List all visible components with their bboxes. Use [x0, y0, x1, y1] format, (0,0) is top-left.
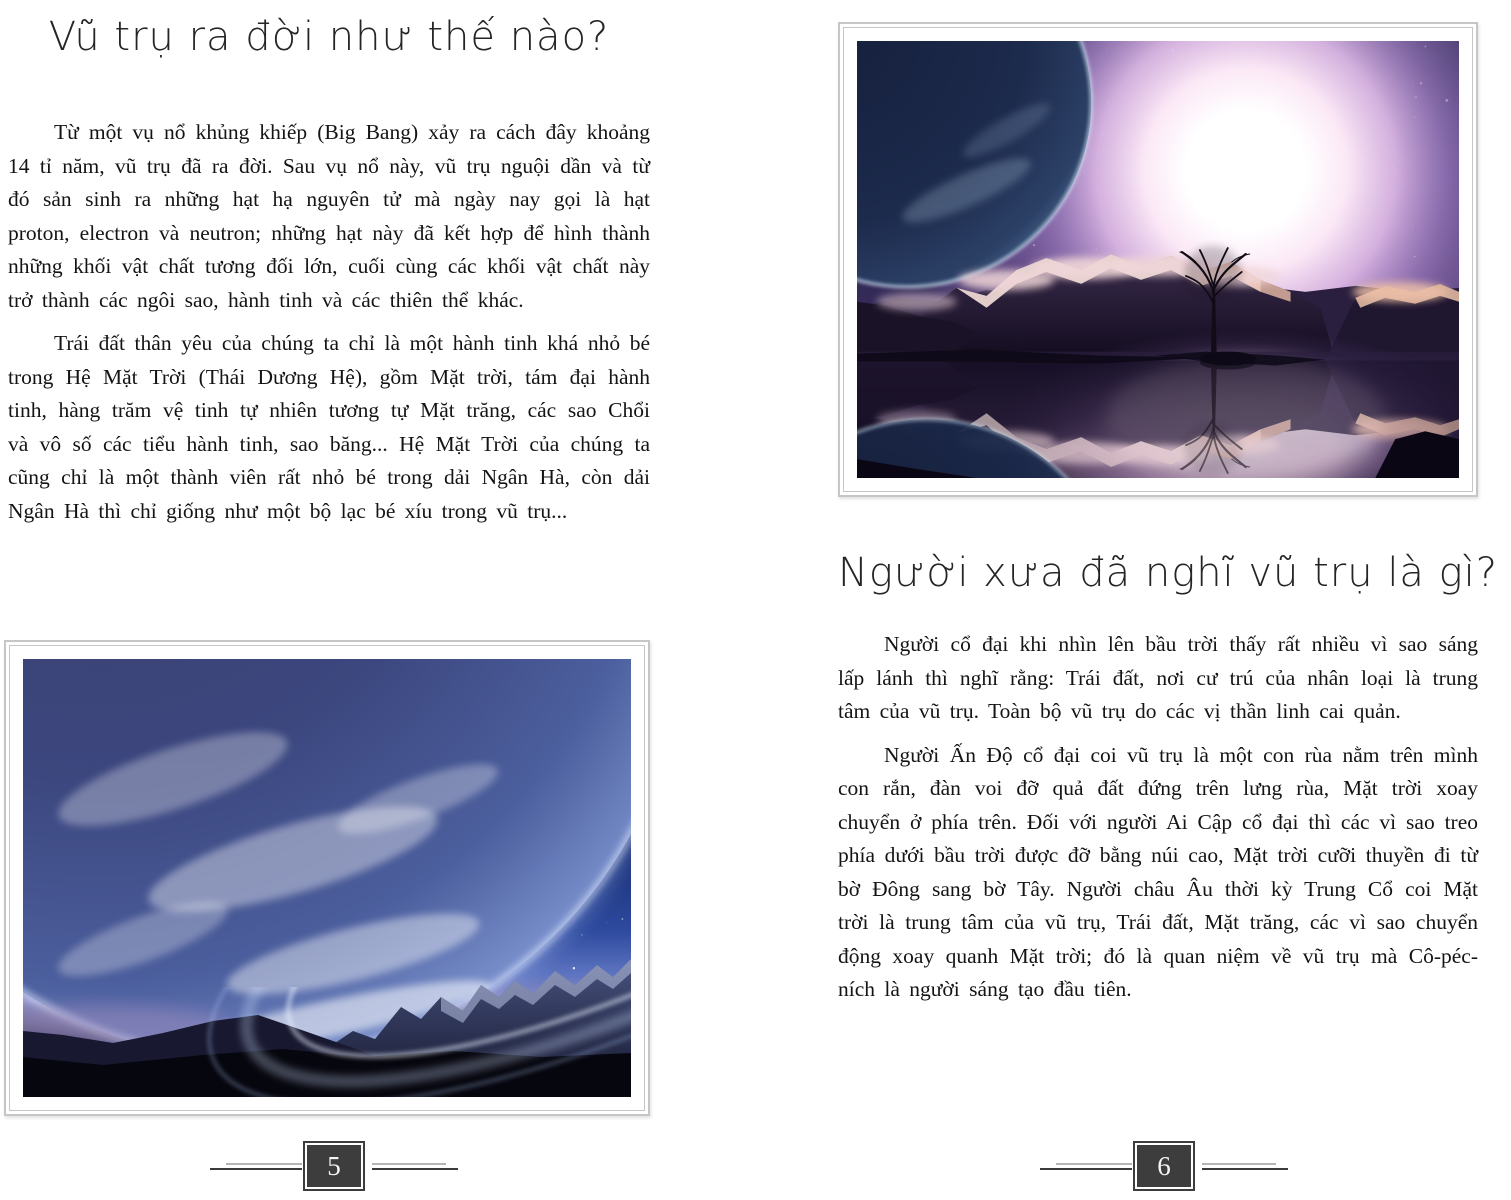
page-number-box — [1133, 1141, 1195, 1191]
right-page-title: Người xưa đã nghĩ vũ trụ là gì? — [838, 550, 1499, 596]
left-page-body — [8, 116, 650, 538]
divider-line — [226, 1163, 302, 1165]
paragraph: Người Ấn Độ cổ đại coi vũ trụ là một con rùa nằm trên mình con rắn, đàn voi đỡ quả đất đứng trên lưng rùa, Mặt trời xoay chuyển ở phía trên. Đối với người Ai Cập cổ đại thì các vì sao treo phía dưới bầu trời được đỡ bằng núi cao, Mặt trời cưỡi thuyền đi từ bờ Đông sang bờ Tây. Người châu Âu thời kỳ Trung Cổ coi Mặt trời là trung tâm của vũ trụ, Trái đất, Mặt trăng, các vì sao chuyển động xoay quanh Mặt trời; đó là quan niệm về vũ trụ mà Cô-péc-ních là người sáng tạo đầu tiên. — [838, 742, 1478, 1001]
page-number: 5 — [307, 1145, 361, 1187]
divider-line — [1056, 1163, 1132, 1165]
right-page-body — [838, 628, 1478, 1017]
right-page-number-emblem — [1040, 1141, 1288, 1195]
page-number: 6 — [1137, 1145, 1191, 1187]
left-photo-frame — [4, 640, 650, 1116]
divider-line — [210, 1168, 302, 1170]
divider-line — [372, 1168, 458, 1170]
paragraph: Người cổ đại khi nhìn lên bầu trời thấy rất nhiều vì sao sáng lấp lánh thì nghĩ rằng: Trái đất, nơi cư trú của nhân loại là trung tâm của vũ trụ. Toàn bộ vũ trụ do các vị thần linh cai quản. — [838, 632, 1478, 723]
divider-line — [372, 1163, 446, 1165]
paragraph: Từ một vụ nổ khủng khiếp (Big Bang) xảy ra cách đây khoảng 14 tỉ năm, vũ trụ đã ra đời. Sau vụ nổ này, vũ trụ nguội dần và từ đó sản sinh ra những hạt hạ nguyên tử mà ngày nay gọi là hạt proton, electron và neutron; những hạt này đã kết hợp để hình thành những khối vật chất tương đối lớn, cuối cùng các khối vật chất này trở thành các ngôi sao, hành tinh và các thiên thể khác. — [8, 120, 650, 312]
divider-line — [1202, 1163, 1276, 1165]
paragraph: Trái đất thân yêu của chúng ta chỉ là một hành tinh khá nhỏ bé trong Hệ Mặt Trời (Thái Dương Hệ), gồm Mặt trời, tám đại hành tinh, hàng trăm vệ tinh tự nhiên tương tự Mặt trăng, các sao Chổi và vô số các tiểu hành tinh, sao băng... Hệ Mặt Trời của chúng ta cũng chỉ là một thành viên rất nhỏ bé trong dải Ngân Hà, còn dải Ngân Hà thì chỉ giống như một bộ lạc bé xíu trong vũ trụ... — [8, 331, 650, 523]
divider-line — [1202, 1168, 1288, 1170]
ringed-planet-illustration — [23, 659, 631, 1097]
divider-line — [1040, 1168, 1132, 1170]
left-page-title: Vũ trụ ra đời như thế nào? — [48, 14, 610, 60]
planet-lake-illustration — [857, 41, 1459, 478]
page-number-box — [303, 1141, 365, 1191]
right-photo-frame — [838, 22, 1478, 497]
left-page-number-emblem — [210, 1141, 458, 1195]
